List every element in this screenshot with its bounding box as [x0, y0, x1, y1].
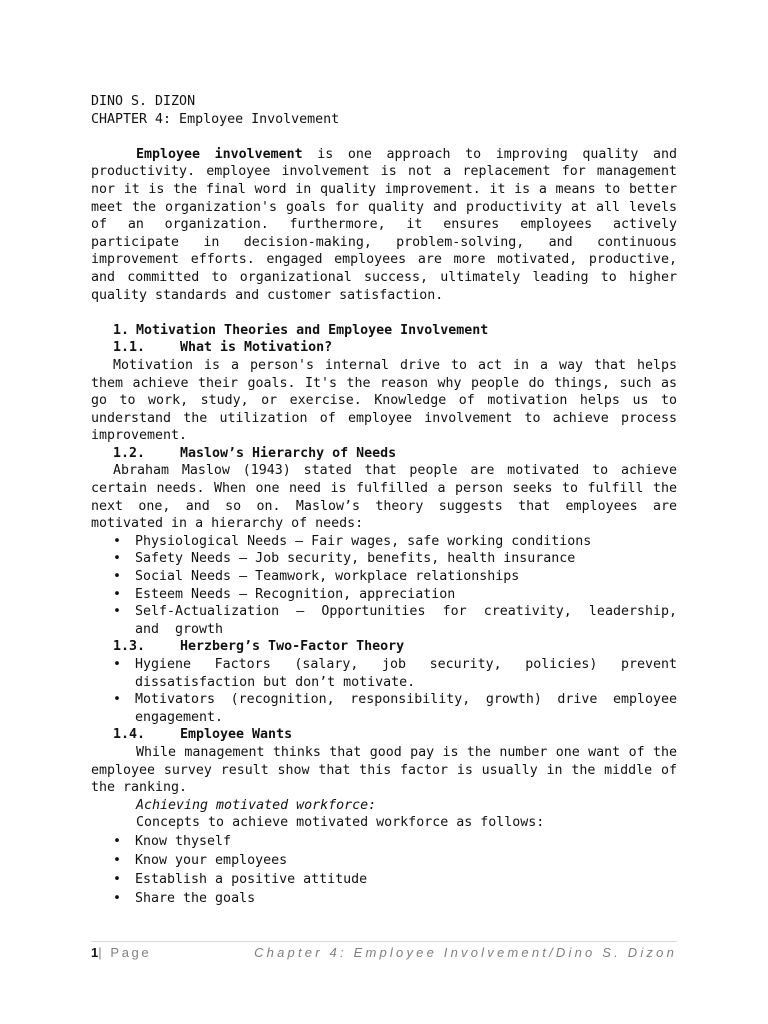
footer-title: Chapter 4: Employee Involvement/Dino S. Dizon: [254, 945, 677, 960]
section-number: 1.: [113, 322, 130, 338]
herzberg-list: [91, 656, 677, 726]
list-item: [91, 691, 677, 726]
list-item-text: Self-Actualization – Opportunities for creativity, leadership, and growth: [135, 604, 677, 637]
subsection-title: Herzberg’s Two-Factor Theory: [180, 639, 405, 655]
subsection-heading-1-1: [91, 339, 677, 357]
list-item: [91, 656, 677, 691]
bullet-icon: •: [113, 604, 122, 620]
page-content: [91, 93, 677, 908]
list-item: [91, 870, 677, 889]
page-label: | Page: [98, 945, 152, 960]
list-item-text: Safety Needs – Job security, benefits, health insurance: [135, 551, 576, 567]
author-name: DINO S. DIZON: [91, 94, 196, 109]
list-item-text: Share the goals: [135, 890, 256, 906]
maslow-needs-list: [91, 533, 677, 639]
intro-paragraph: [91, 146, 677, 304]
page-number-value: 1: [91, 945, 99, 960]
subsection-title: Employee Wants: [180, 727, 293, 743]
list-item-text: Hygiene Factors (salary, job security, policies) prevent dissatisfaction but don’t motivate.: [135, 657, 677, 690]
bullet-icon: •: [113, 586, 122, 602]
maslow-paragraph: Abraham Maslow (1943) stated that people are motivated to achieve certain needs. When one need is fulfilled a person seeks to fulfill the next one, and so on. Maslow’s theory suggests that employees are motivated in a hierarchy of needs:: [91, 463, 677, 532]
section-title: Motivation Theories and Employee Involvement: [136, 322, 489, 338]
subsection-heading-1-2: [91, 445, 677, 463]
bullet-icon: •: [113, 533, 122, 549]
concepts-lead: Concepts to achieve motivated workforce as follows:: [136, 815, 545, 831]
list-item: [91, 533, 677, 551]
list-item-text: Esteem Needs – Recognition, appreciation: [135, 586, 456, 602]
bullet-icon: •: [113, 833, 122, 849]
list-item-text: Social Needs – Teamwork, workplace relationships: [135, 569, 520, 585]
list-item-text: Establish a positive attitude: [135, 871, 368, 887]
bullet-icon: •: [113, 890, 122, 906]
motivation-paragraph: Motivation is a person's internal drive to act in a way that helps them achieve their goals. It's the reason why people do things, such as go to work, study, or exercise. Knowledge of motivation helps us to understand the utilization of employee involvement to achieve process improvement.: [91, 357, 677, 444]
bullet-icon: •: [113, 852, 122, 868]
list-item-text: Motivators (recognition, responsibility, growth) drive employee engagement.: [135, 692, 677, 725]
bullet-icon: •: [113, 871, 122, 887]
subsection-number: 1.3.: [113, 639, 146, 655]
list-item: [91, 832, 677, 851]
page-number: [91, 944, 151, 962]
list-item: [91, 603, 677, 638]
intro-term: Employee involvement: [136, 146, 303, 162]
achieving-subheading: Achieving motivated workforce:: [136, 797, 377, 813]
subsection-number: 1.2.: [113, 445, 146, 461]
subsection-title: What is Motivation?: [180, 340, 333, 356]
bullet-icon: •: [113, 551, 122, 567]
subsection-number: 1.1.: [113, 340, 146, 356]
bullet-icon: •: [113, 692, 122, 708]
concepts-list: [91, 832, 677, 908]
section-heading-1: [91, 322, 677, 340]
intro-text: is one approach to improving quality and productivity. employee involvement is not a replacement for management nor it is the final word in quality improvement. it is a means to better meet the organization's goals for quality and productivity at all levels of an organization. furthermore, it ensures employees actively participate in decision-making, problem-solving, and continuous improvement efforts. engaged employees are more motivated, productive, and committed to organizational success, ultimately leading to higher quality standards and customer satisfaction.: [91, 146, 677, 303]
list-item: [91, 568, 677, 586]
list-item: [91, 550, 677, 568]
subsection-heading-1-3: [91, 638, 677, 656]
subsection-title: Maslow’s Hierarchy of Needs: [180, 445, 397, 461]
list-item-text: Know your employees: [135, 852, 288, 868]
list-item: [91, 889, 677, 908]
bullet-icon: •: [113, 569, 122, 585]
list-item-text: Know thyself: [135, 833, 232, 849]
list-item: [91, 851, 677, 870]
page-footer: [91, 941, 677, 962]
list-item-text: Physiological Needs – Fair wages, safe working conditions: [135, 533, 592, 549]
bullet-icon: •: [113, 657, 122, 672]
list-item: [91, 586, 677, 604]
employee-wants-paragraph: While management thinks that good pay is the number one want of the employee survey result show that this factor is usually in the middle of the ranking.: [91, 744, 677, 796]
subsection-number: 1.4.: [113, 727, 146, 743]
subsection-heading-1-4: [91, 726, 677, 744]
chapter-title: CHAPTER 4: Employee Involvement: [91, 111, 340, 127]
